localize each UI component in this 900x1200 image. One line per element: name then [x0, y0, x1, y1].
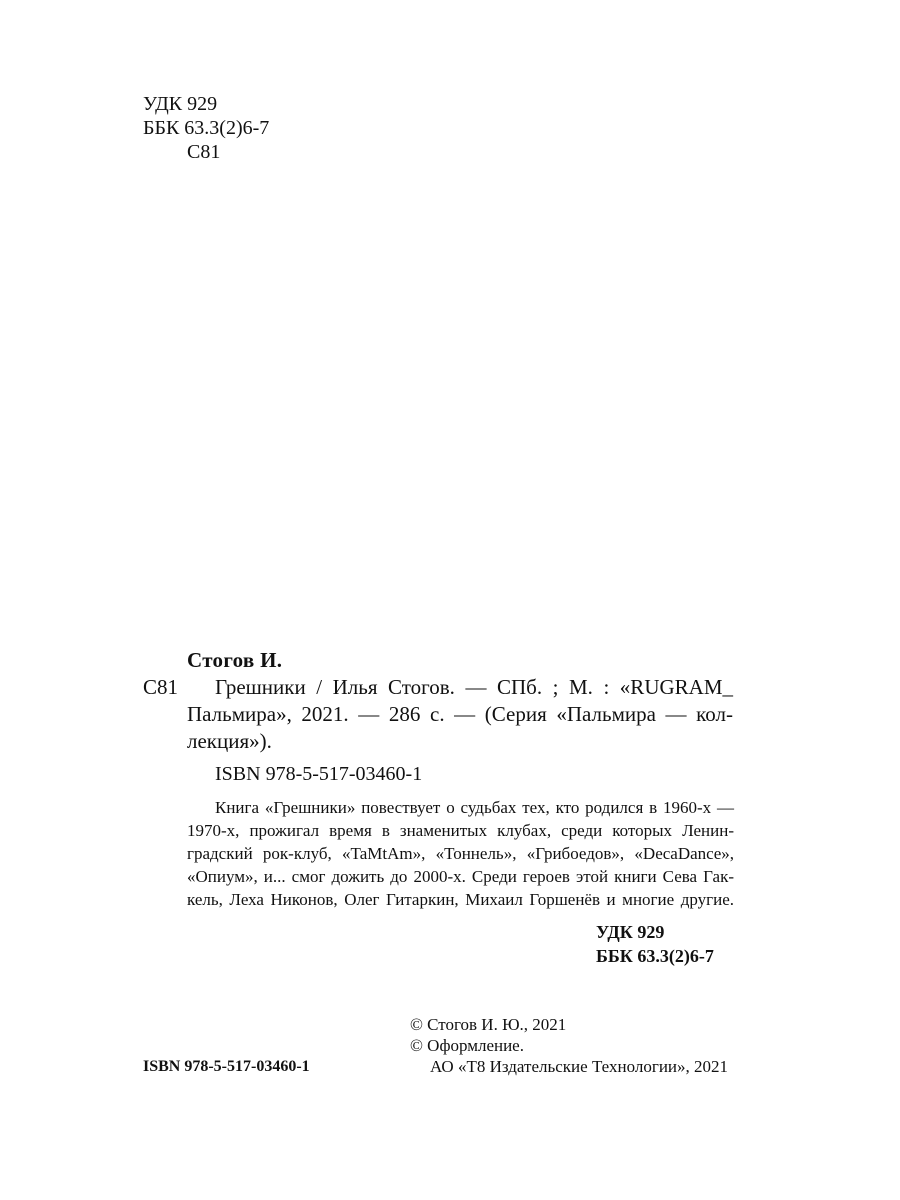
author-heading: Стогов И. — [187, 648, 283, 672]
record-isbn: ISBN 978-5-517-03460-1 — [215, 763, 423, 785]
top-bbk-code: ББК 63.3(2)6-7 — [143, 117, 270, 139]
record-author-sign: С81 — [143, 675, 179, 699]
annotation-line: 1970-х, прожигал время в знаменитых клубах, среди которых Ленин- — [187, 821, 734, 840]
bottom-isbn: ISBN 978-5-517-03460-1 — [143, 1058, 310, 1075]
biblio-line: лекция»). — [187, 729, 272, 753]
top-udk-code: УДК 929 — [143, 93, 218, 115]
bibliographic-description — [187, 674, 733, 755]
copyright-author: © Стогов И. Ю., 2021 — [410, 1015, 567, 1034]
annotation-line: «Опиум», и... смог дожить до 2000-х. Среди героев этой книги Сева Гак- — [187, 867, 734, 886]
annotation-paragraph — [187, 796, 734, 911]
footer-bbk-code: ББК 63.3(2)6-7 — [596, 946, 714, 966]
annotation-line: градский рок-клуб, «TaMtAm», «Тоннель», «Грибоедов», «DecaDance», — [187, 844, 734, 863]
biblio-line: Пальмира», 2021. — 286 с. — (Серия «Пальмира — кол- — [187, 702, 733, 726]
copyright-design: © Оформление. — [410, 1036, 524, 1055]
top-author-sign: С81 — [187, 141, 221, 163]
biblio-line: Грешники / Илья Стогов. — СПб. ; М. : «RUGRAM_ — [215, 675, 733, 699]
annotation-line: Книга «Грешники» повествует о судьбах тех, кто родился в 1960-х — — [215, 798, 734, 817]
annotation-line: кель, Леха Никонов, Олег Гитаркин, Михаил Горшенёв и многие другие. — [187, 890, 734, 909]
footer-udk-code: УДК 929 — [596, 922, 665, 942]
copyright-publisher: АО «Т8 Издательские Технологии», 2021 — [430, 1057, 729, 1076]
